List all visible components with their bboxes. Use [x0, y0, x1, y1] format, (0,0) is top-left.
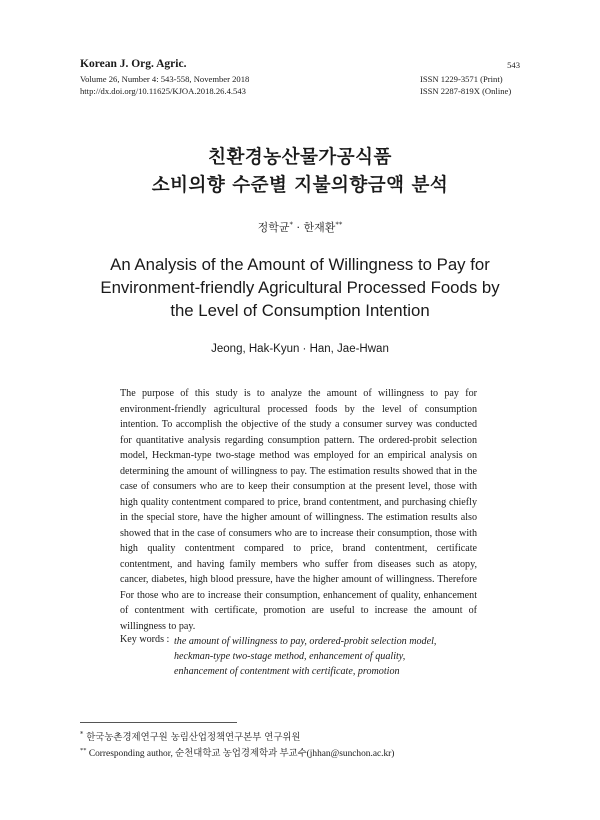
- korean-authors: [0, 219, 600, 235]
- volume-info: Volume 26, Number 4: 543-558, November 2018: [80, 74, 250, 84]
- english-authors: Jeong, Hak-Kyun · Han, Jae-Hwan: [211, 343, 389, 355]
- page-number: 543: [507, 60, 520, 70]
- footnote-2-mark: **: [80, 746, 87, 754]
- author-1-mark: *: [289, 220, 293, 229]
- issn-online: ISSN 2287-819X (Online): [420, 86, 512, 96]
- journal-name: Korean J. Org. Agric.: [80, 58, 187, 70]
- footnote-2: [80, 745, 394, 759]
- author-2-mark: **: [335, 220, 343, 229]
- keywords-label: Key words :: [120, 634, 170, 645]
- author-separator: ·: [293, 221, 304, 234]
- korean-author-2: 한재환: [303, 221, 336, 234]
- doi-link[interactable]: http://dx.doi.org/10.11625/KJOA.2018.26.4.543: [80, 86, 246, 96]
- footnote-1: [80, 729, 301, 743]
- footnote-divider: [80, 722, 237, 723]
- abstract: The purpose of this study is to analyze the amount of willingness to pay for environment-friendly agricultural processed foods by the level of consumption intention. To accomplish the objective of the study a consumer survey was conducted for quantitative analysis regarding consumption pattern. The ordered-probit selection model, Heckman-type two-stage method was employed for an empirical analysis on determining the amount of willingness to pay. The estimation results showed that in the case of consumers who are to keep their consumption at the present level, those with high quality contentment compared to price, brand contentment, and purchasing chiefly in the special store, have the higher amount of willingness. The estimation results also showed that in the case of consumers who are to increase their consumption, those with high quality contentment compared to price, brand contentment, certificate contentment, and having family members who suffer from diseases such as atopy, cancer, diabetes, high blood pressure, have the higher amount of willingness. Therefore For those who are to increase their consumption, enhancement of quality, enhancement of contentment with certificate, promotion are useful to increase the amount of willingness to pay.: [120, 388, 477, 632]
- keywords-line: enhancement of contentment with certificate, promotion: [174, 666, 400, 678]
- keywords-line: heckman-type two-stage method, enhancement of quality,: [174, 651, 406, 663]
- issn-print: ISSN 1229-3571 (Print): [420, 74, 503, 84]
- korean-author-1: 정학균: [257, 221, 290, 234]
- keywords-line: the amount of willingness to pay, ordered-probit selection model,: [174, 636, 437, 647]
- english-title-line-3: the Level of Consumption Intention: [170, 301, 430, 320]
- footnote-2-text[interactable]: Corresponding author, 순천대학교 농업경제학과 부교수(jhhan@sunchon.ac.kr): [88, 749, 395, 759]
- footnote-1-mark: *: [80, 729, 84, 738]
- korean-title-line-2: 소비의향 수준별 지불의향금액 분석: [151, 175, 449, 196]
- english-title-line-1: An Analysis of the Amount of Willingness to Pay for: [110, 255, 490, 274]
- english-title-line-2: Environment-friendly Agricultural Processed Foods by: [100, 278, 500, 297]
- footnote-1-text: 한국농촌경제연구원 농림산업정책연구본부 연구위원: [86, 732, 301, 743]
- keywords-list: [174, 634, 436, 680]
- korean-title-line-1: 친환경농산물가공식품: [208, 147, 392, 168]
